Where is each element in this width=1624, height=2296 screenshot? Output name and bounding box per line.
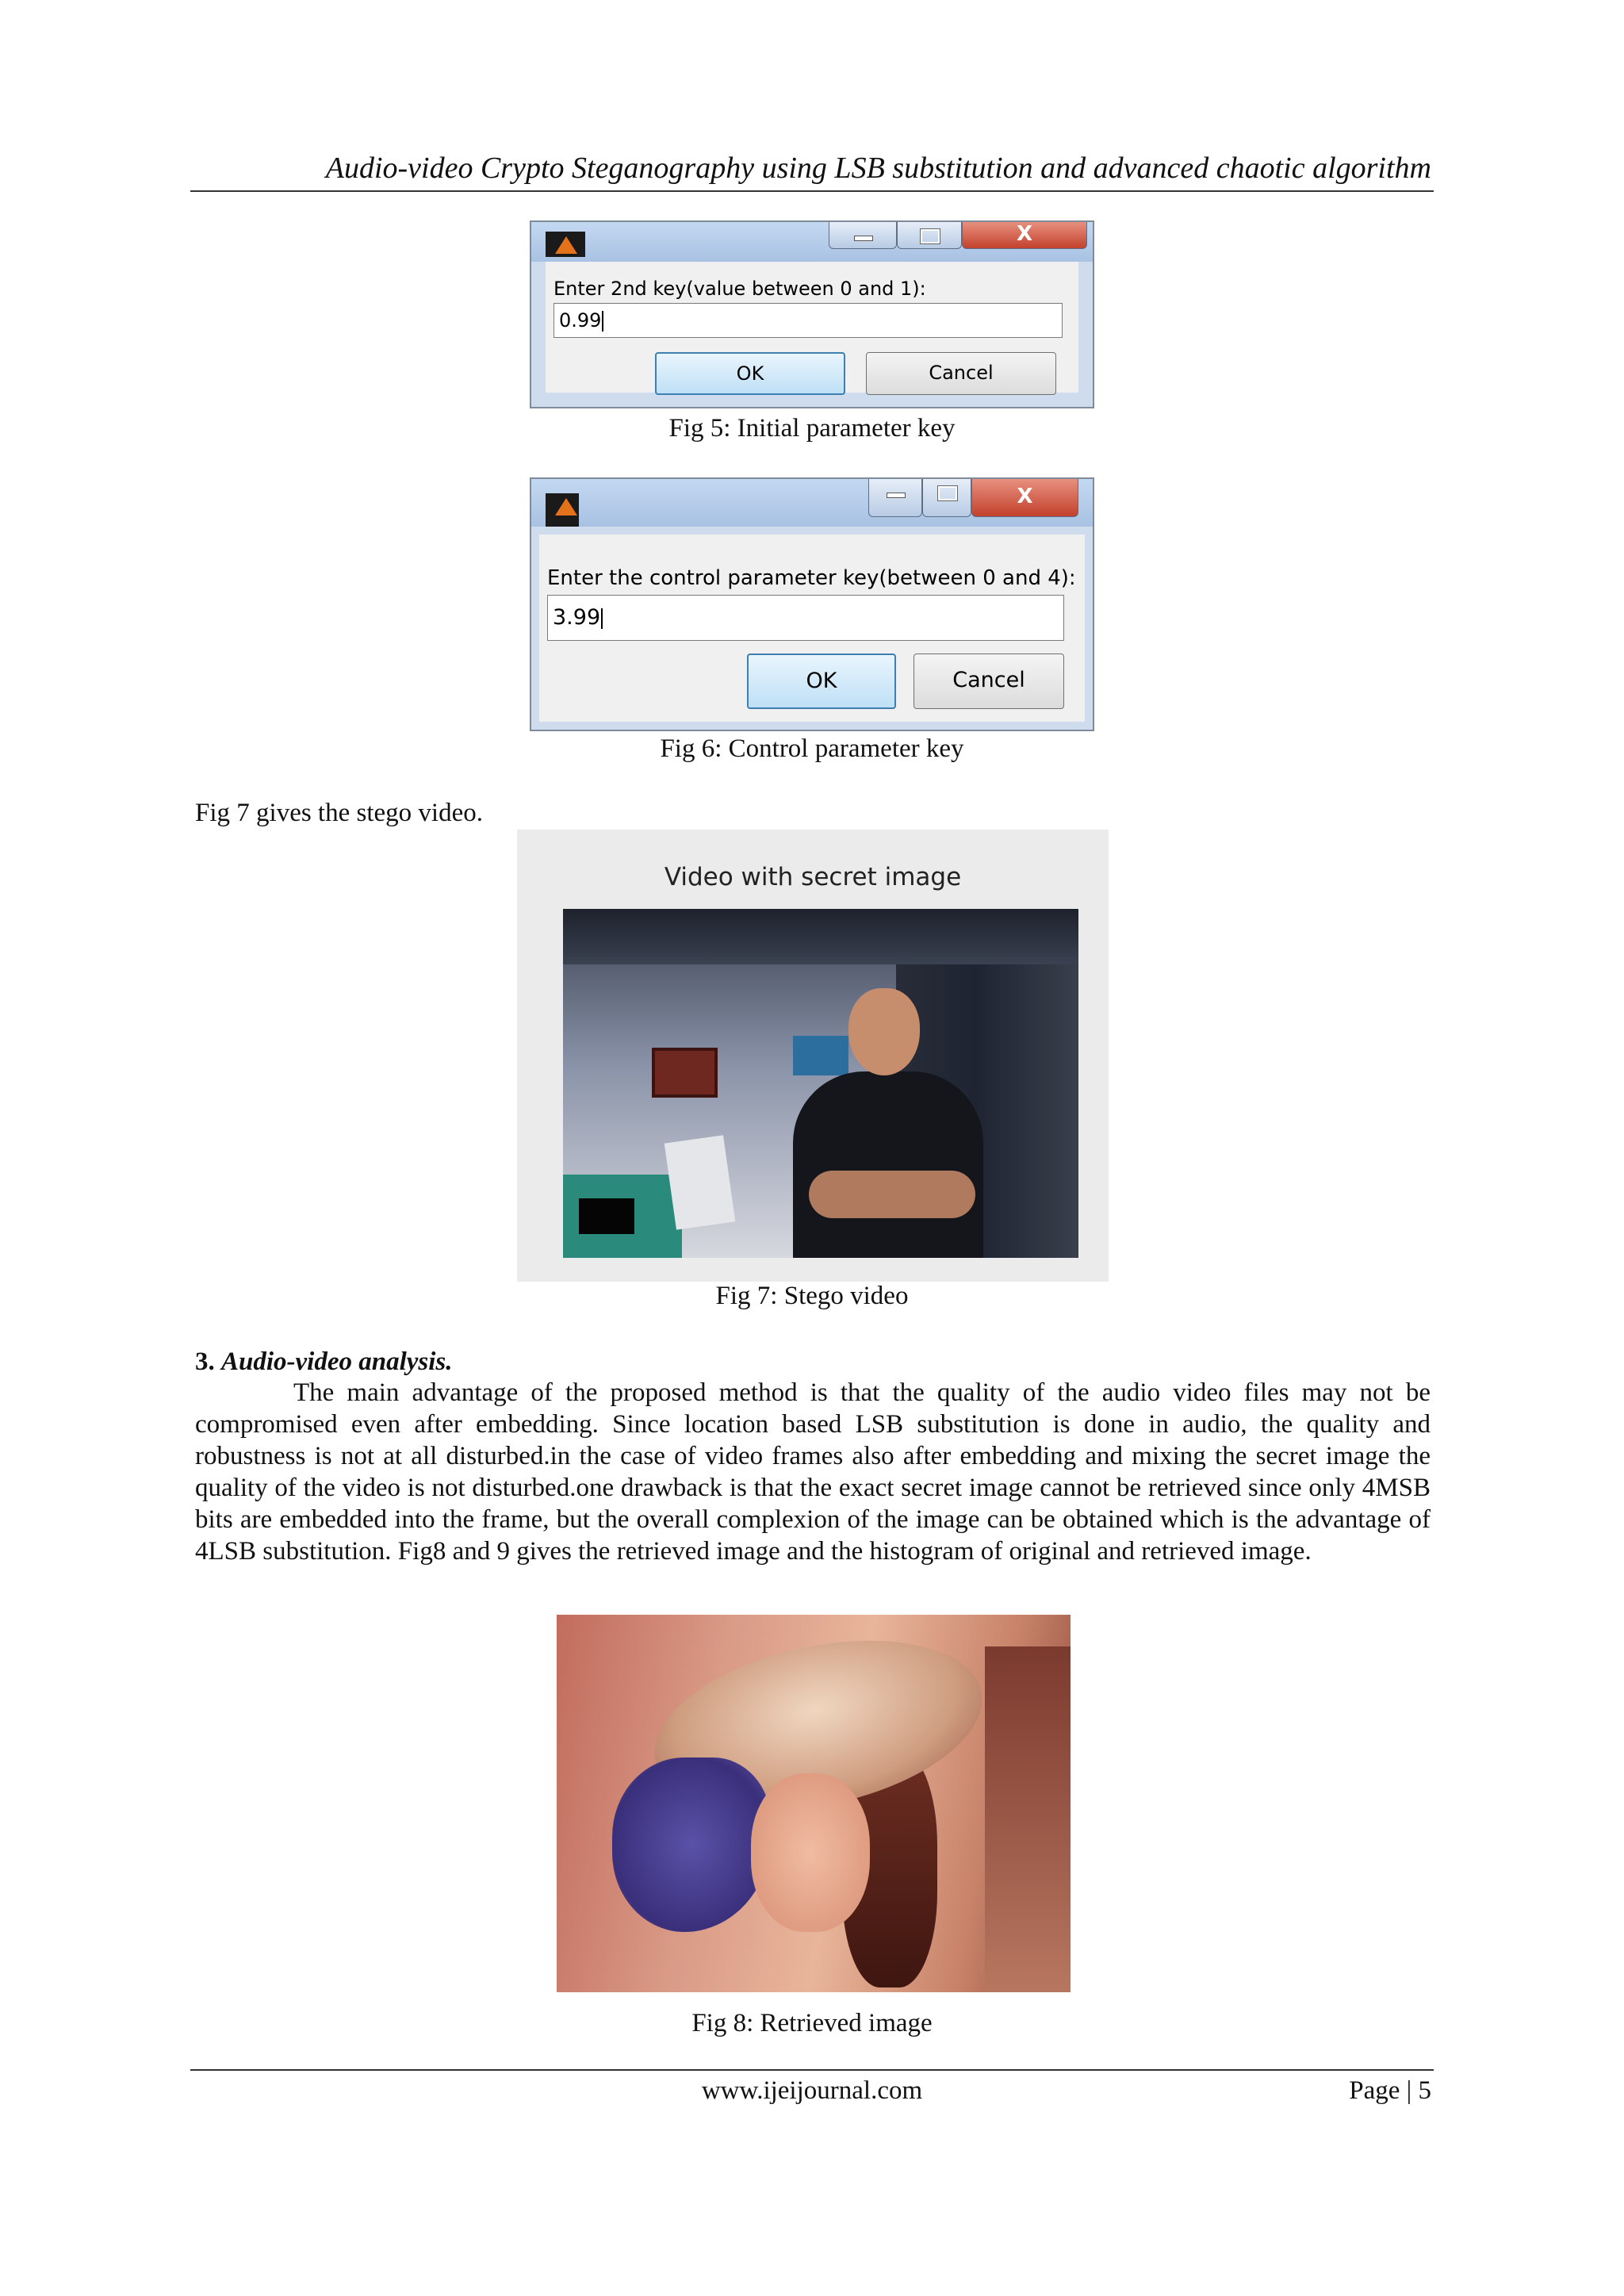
section-heading [195,1346,453,1378]
cancel-button[interactable]: Cancel [866,352,1056,395]
dialog-prompt: Enter the control parameter key(between 0 and 4): [547,566,1076,590]
section-paragraph: The main advantage of the proposed method is that the quality of the audio video files may not be compromised even after embedding. Since location based LSB substitution is done in audio, the quality and robustness is not at all disturbed.in the case of video frames also after embedding and mixing the secret image the quality of the video is not disturbed.one drawback is that the exact secret image cannot be retrieved since only 4MSB bits are embedded into the frame, but the overall complexion of the image can be obtained which is the advantage of 4LSB substitution. Fig8 and 9 gives the retrieved image and the histogram of original and retrieved image. [195,1378,1431,1566]
footer-url: www.ijeijournal.com [701,2076,923,2105]
dialog-titlebar [531,222,1093,262]
fig6-caption: Fig 6: Control parameter key [660,734,964,763]
key-input-value: 0.99 [559,309,602,332]
feather [612,1757,771,1932]
cancel-button[interactable]: Cancel [914,654,1064,709]
dialog-titlebar [531,479,1093,527]
face [751,1773,870,1932]
page-number: Page | 5 [1349,2076,1431,2105]
minimize-button[interactable] [829,222,897,249]
section-number: 3. [195,1347,215,1376]
key-input[interactable] [553,303,1063,338]
dialog-prompt: Enter 2nd key(value between 0 and 1): [553,278,926,300]
key-input-value: 3.99 [553,605,601,630]
dialog-body [539,535,1085,722]
matlab-icon [546,232,585,257]
initial-key-dialog [530,220,1094,408]
video-title: Video with secret image [664,863,962,891]
retrieved-image [557,1615,1071,1992]
desk-monitor [563,1175,682,1258]
section-title: Audio-video analysis. [221,1347,453,1376]
background-mirror [985,1646,1071,1992]
person-crossed-arms [809,1171,975,1218]
person-head [848,988,920,1075]
papers [665,1135,736,1229]
wall-picture [652,1048,718,1098]
text-caret [601,608,603,629]
fig5-caption: Fig 5: Initial parameter key [668,414,956,443]
maximize-button[interactable] [922,479,971,517]
office-ceiling [563,909,1078,964]
matlab-icon [546,493,579,527]
fig8-caption: Fig 8: Retrieved image [691,2009,933,2037]
fig7-caption: Fig 7: Stego video [715,1282,909,1310]
stego-video-frame [563,909,1078,1258]
running-header-title: Audio-video Crypto Steganography using LSB substitution and advanced chaotic algorithm [325,151,1431,185]
text-caret [602,311,603,332]
footer-rule [190,2069,1434,2071]
close-button[interactable]: X [971,479,1078,517]
header-rule [190,190,1434,192]
control-key-dialog [530,477,1094,731]
background-screen [793,1036,848,1075]
person-torso [793,1071,983,1258]
ok-button[interactable]: OK [655,352,845,395]
maximize-button[interactable] [897,222,962,249]
dialog-body [546,262,1078,393]
key-input[interactable] [547,595,1064,641]
stego-video-figure [517,830,1109,1282]
close-button[interactable]: X [962,222,1087,249]
minimize-button[interactable] [868,479,922,517]
ok-button[interactable]: OK [747,654,896,709]
fig7-intro-text: Fig 7 gives the stego video. [195,799,483,827]
